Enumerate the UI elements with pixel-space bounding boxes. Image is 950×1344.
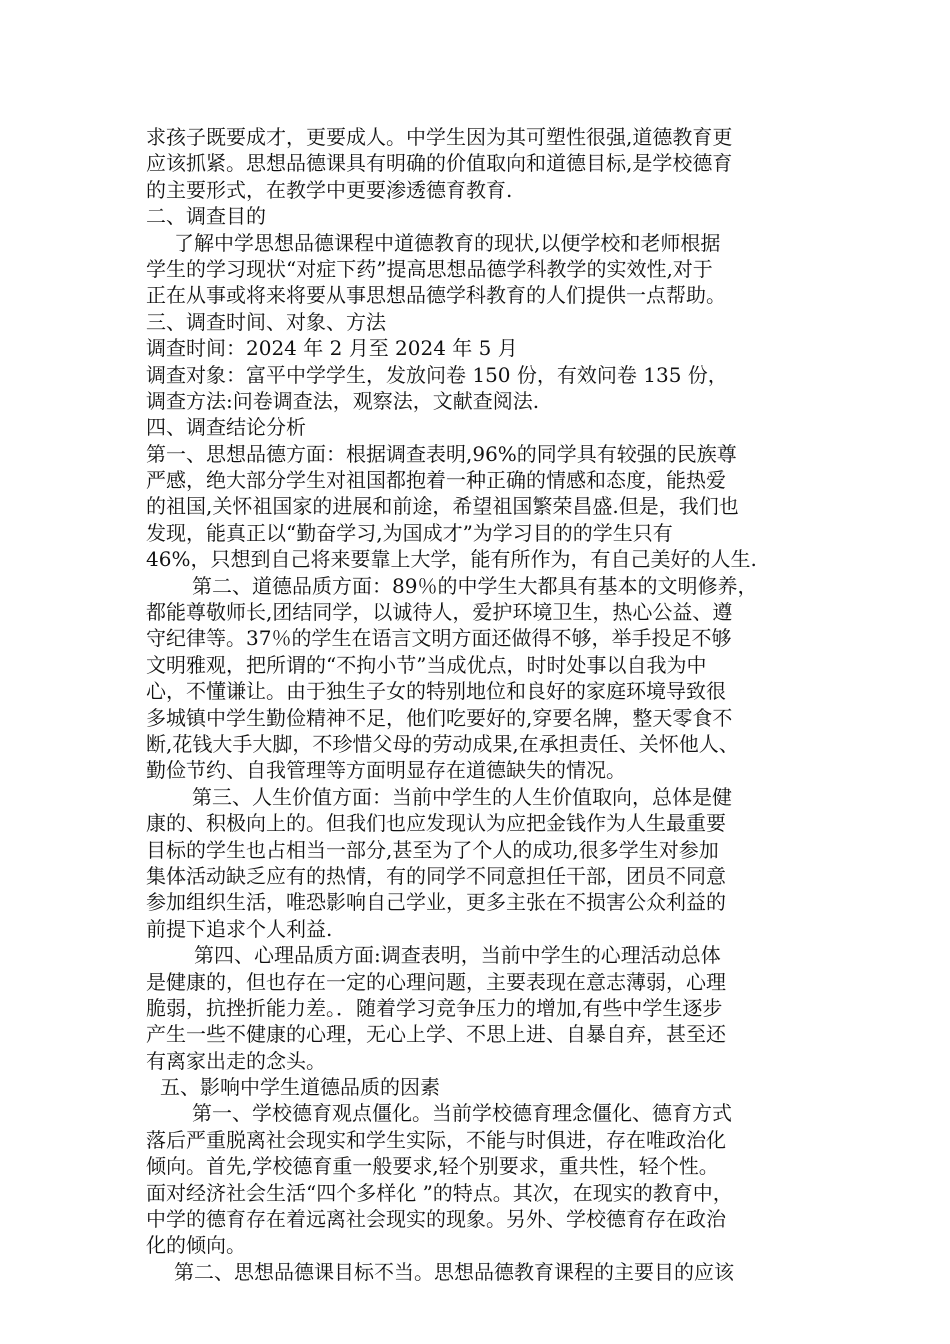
text-line: 调查时间：2024 年 2 月至 2024 年 5 月	[146, 336, 518, 361]
text-line: 文明雅观，把所谓的“不拘小节”当成优点，时时处事以自我为中	[146, 652, 707, 677]
text-line: 参加组织生活，唯恐影响自己学业，更多主张在不损害公众利益的	[146, 890, 726, 915]
text-line: 正在从事或将来将要从事思想品德学科教育的人们提供一点帮助。	[146, 283, 726, 308]
text-line: 心，不懂谦让。由于独生子女的特别地位和良好的家庭环境导致很	[146, 679, 726, 704]
text-line: 守纪律等。37％的学生在语言文明方面还做得不够，举手投足不够	[146, 626, 732, 651]
text-line: 第四、心理品质方面:调查表明，当前中学生的心理活动总体	[194, 943, 721, 968]
text-line: 第二、道德品质方面：89％的中学生大都具有基本的文明修养，	[192, 573, 758, 598]
text-line: 调查方法:问卷调查法，观察法，文献查阅法.	[146, 388, 540, 413]
text-line: 都能尊敬师长,团结同学，以诚待人，爱护环境卫生，热心公益、遵	[146, 600, 733, 625]
text-line: 目标的学生也占相当一部分,甚至为了个人的成功,很多学生对参加	[146, 837, 719, 862]
text-line: 应该抓紧。思想品德课具有明确的价值取向和道德目标,是学校德育	[146, 151, 733, 176]
text-line: 集体活动缺乏应有的热情，有的同学不同意担任干部，团员不同意	[146, 863, 726, 888]
text-line: 了解中学思想品德课程中道德教育的现状,以便学校和老师根据	[174, 230, 721, 255]
text-line: 的祖国,关怀祖国家的进展和前途，希望祖国繁荣昌盛.但是，我们也	[146, 494, 739, 519]
text-line: 第一、思想品德方面：根据调查表明,96%的同学具有较强的民族尊	[146, 441, 737, 466]
text-line: 多城镇中学生勤俭精神不足，他们吃要好的,穿要名牌，整天零食不	[146, 705, 733, 730]
section-heading: 二、调查目的	[146, 204, 266, 229]
text-line: 产生一些不健康的心理，无心上学、不思上进、自暴自弃，甚至还	[146, 1022, 726, 1047]
text-line: 第三、人生价值方面：当前中学生的人生价值取向，总体是健	[192, 784, 732, 809]
text-line: 化的倾向。	[146, 1233, 246, 1258]
text-line: 46%，只想到自己将来要靠上大学，能有所作为，有自己美好的人生.	[146, 547, 757, 572]
section-heading: 四、调查结论分析	[146, 415, 306, 440]
text-line: 严感，绝大部分学生对祖国都抱着一种正确的情感和态度，能热爱	[146, 468, 726, 493]
text-line: 第二、思想品德课目标不当。思想品德教育课程的主要目的应该	[174, 1259, 734, 1284]
text-line: 倾向。首先,学校德育重一般要求,轻个别要求，重共性，轻个性。	[146, 1154, 719, 1179]
text-line: 调查对象：富平中学学生，发放问卷 150 份，有效问卷 135 份，	[146, 362, 728, 387]
text-line: 断,花钱大手大脚，不珍惜父母的劳动成果,在承担责任、关怀他人、	[146, 731, 739, 756]
text-line: 是健康的，但也存在一定的心理问题，主要表现在意志薄弱，心理	[146, 969, 726, 994]
section-heading: 五、影响中学生道德品质的因素	[160, 1075, 440, 1100]
text-line: 勤俭节约、自我管理等方面明显存在道德缺失的情况。	[146, 758, 626, 783]
text-line: 求孩子既要成才，更要成人。中学生因为其可塑性很强,道德教育更	[146, 125, 733, 149]
text-line: 脆弱，抗挫折能力差。．随着学习竞争压力的增加,有些中学生逐步	[146, 995, 723, 1020]
text-line: 康的、积极向上的。但我们也应发现认为应把金钱作为人生最重要	[146, 811, 726, 836]
text-line: 面对经济社会生活“四个多样化 ”的特点。其次，在现实的教育中，	[146, 1180, 733, 1205]
text-line: 落后严重脱离社会现实和学生实际，不能与时俱进，存在唯政治化	[146, 1127, 726, 1152]
section-heading: 三、调查时间、对象、方法	[146, 309, 386, 334]
text-line: 发现，能真正以“勤奋学习,为国成才”为学习目的的学生只有	[146, 520, 673, 545]
text-line: 前提下追求个人利益.	[146, 916, 333, 941]
document-page	[146, 124, 806, 1285]
text-line: 第一、学校德育观点僵化。当前学校德育理念僵化、德育方式	[192, 1101, 732, 1126]
text-line: 有离家出走的念头。	[146, 1048, 326, 1073]
text-line: 中学的德育存在着远离社会现实的现象。另外、学校德育存在政治	[146, 1207, 726, 1232]
text-line: 学生的学习现状“对症下药”提高思想品德学科教学的实效性,对于	[146, 256, 713, 281]
text-line: 的主要形式，在教学中更要渗透德育教育.	[146, 177, 513, 202]
